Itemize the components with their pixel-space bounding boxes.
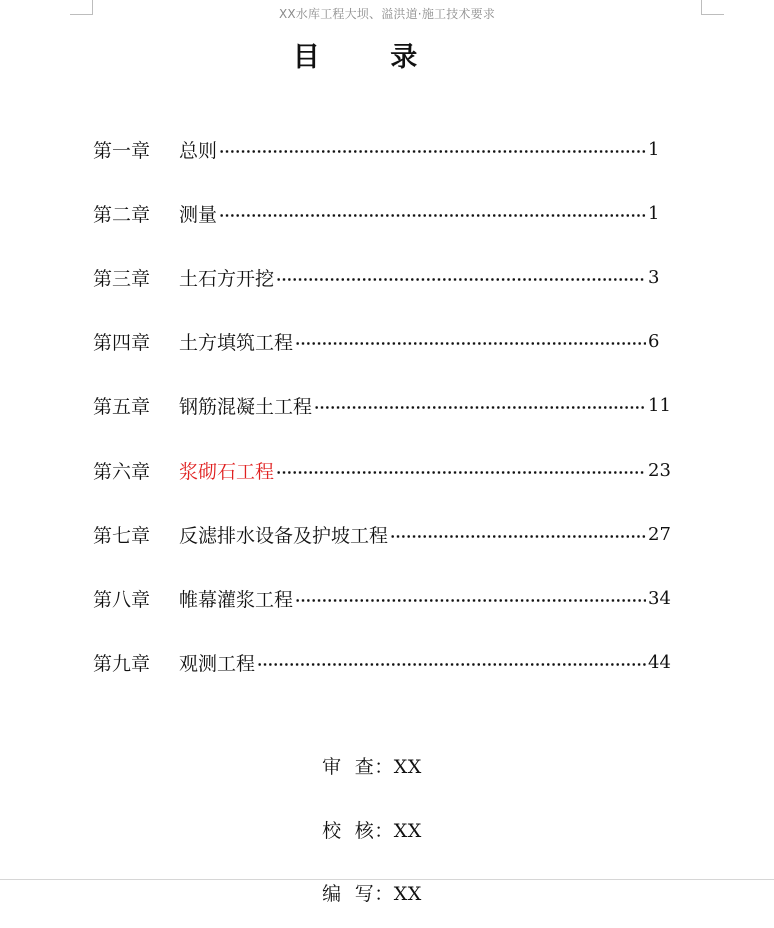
signoff-compile-label: 编 写：	[322, 883, 394, 905]
toc-dot-leader	[295, 599, 646, 602]
toc-page-number: 34	[648, 587, 671, 609]
toc-dot-leader	[276, 278, 646, 281]
toc-entry[interactable]	[93, 117, 693, 181]
toc-dot-leader	[390, 535, 646, 538]
toc-chapter-title: 反滤排水设备及护坡工程	[179, 524, 389, 547]
toc-dot-leader	[219, 150, 646, 153]
toc-chapter-title: 土方填筑工程	[179, 332, 294, 355]
toc-entry[interactable]	[93, 310, 693, 374]
toc-chapter-title: 钢筋混凝土工程	[179, 396, 313, 419]
signoff-compile-value: XX	[393, 883, 422, 905]
toc-entry[interactable]	[93, 566, 693, 630]
toc-chapter-title: 浆砌石工程	[179, 460, 275, 483]
toc-chapter-number: 第三章	[93, 267, 151, 290]
toc-chapter-title: 观测工程	[179, 653, 256, 676]
toc-chapter-title: 帷幕灌浆工程	[179, 588, 294, 611]
page-header: XX水库工程大坝、溢洪道·施工技术要求	[278, 7, 496, 21]
signoff-check-label: 校 核：	[322, 820, 394, 842]
toc-page-number: 23	[648, 459, 671, 481]
toc-page-number: 1	[648, 202, 660, 224]
toc-dot-leader	[276, 471, 646, 474]
table-of-contents	[93, 117, 693, 695]
signoff-check-value: XX	[393, 820, 422, 842]
toc-chapter-number: 第八章	[93, 588, 151, 611]
toc-chapter-title: 总则	[179, 139, 218, 162]
toc-chapter-title: 测量	[179, 203, 218, 226]
toc-dot-leader	[314, 406, 646, 409]
toc-chapter-number: 第四章	[93, 332, 151, 355]
toc-page-number: 6	[648, 331, 660, 353]
toc-entry[interactable]	[93, 374, 693, 438]
toc-page-number: 1	[648, 138, 660, 160]
toc-chapter-number: 第七章	[93, 524, 151, 547]
toc-dot-leader	[219, 214, 646, 217]
toc-chapter-number: 第六章	[93, 460, 151, 483]
toc-entry[interactable]	[93, 245, 693, 309]
toc-chapter-number: 第五章	[93, 396, 151, 419]
toc-chapter-number: 第二章	[93, 203, 151, 226]
toc-entry[interactable]	[93, 181, 693, 245]
signoff-review	[296, 730, 422, 801]
toc-page-number: 27	[648, 523, 671, 545]
toc-chapter-number: 第一章	[93, 139, 151, 162]
toc-entry[interactable]	[93, 502, 693, 566]
signoff-compile	[296, 857, 422, 928]
signoff-review-value: XX	[393, 756, 422, 778]
page-bottom-edge	[0, 879, 774, 880]
toc-chapter-number: 第九章	[93, 653, 151, 676]
signoff-review-label: 审 查：	[322, 756, 394, 778]
toc-page-number: 11	[648, 395, 671, 417]
signoff-check	[296, 794, 422, 865]
toc-chapter-title: 土石方开挖	[179, 267, 275, 290]
toc-entry[interactable]	[93, 631, 693, 695]
toc-page-number: 3	[648, 266, 660, 288]
toc-entry[interactable]	[93, 438, 693, 502]
toc-page-number: 44	[648, 652, 671, 674]
toc-dot-leader	[295, 342, 646, 345]
toc-dot-leader	[257, 663, 646, 666]
page-title: 目 录	[292, 42, 420, 73]
